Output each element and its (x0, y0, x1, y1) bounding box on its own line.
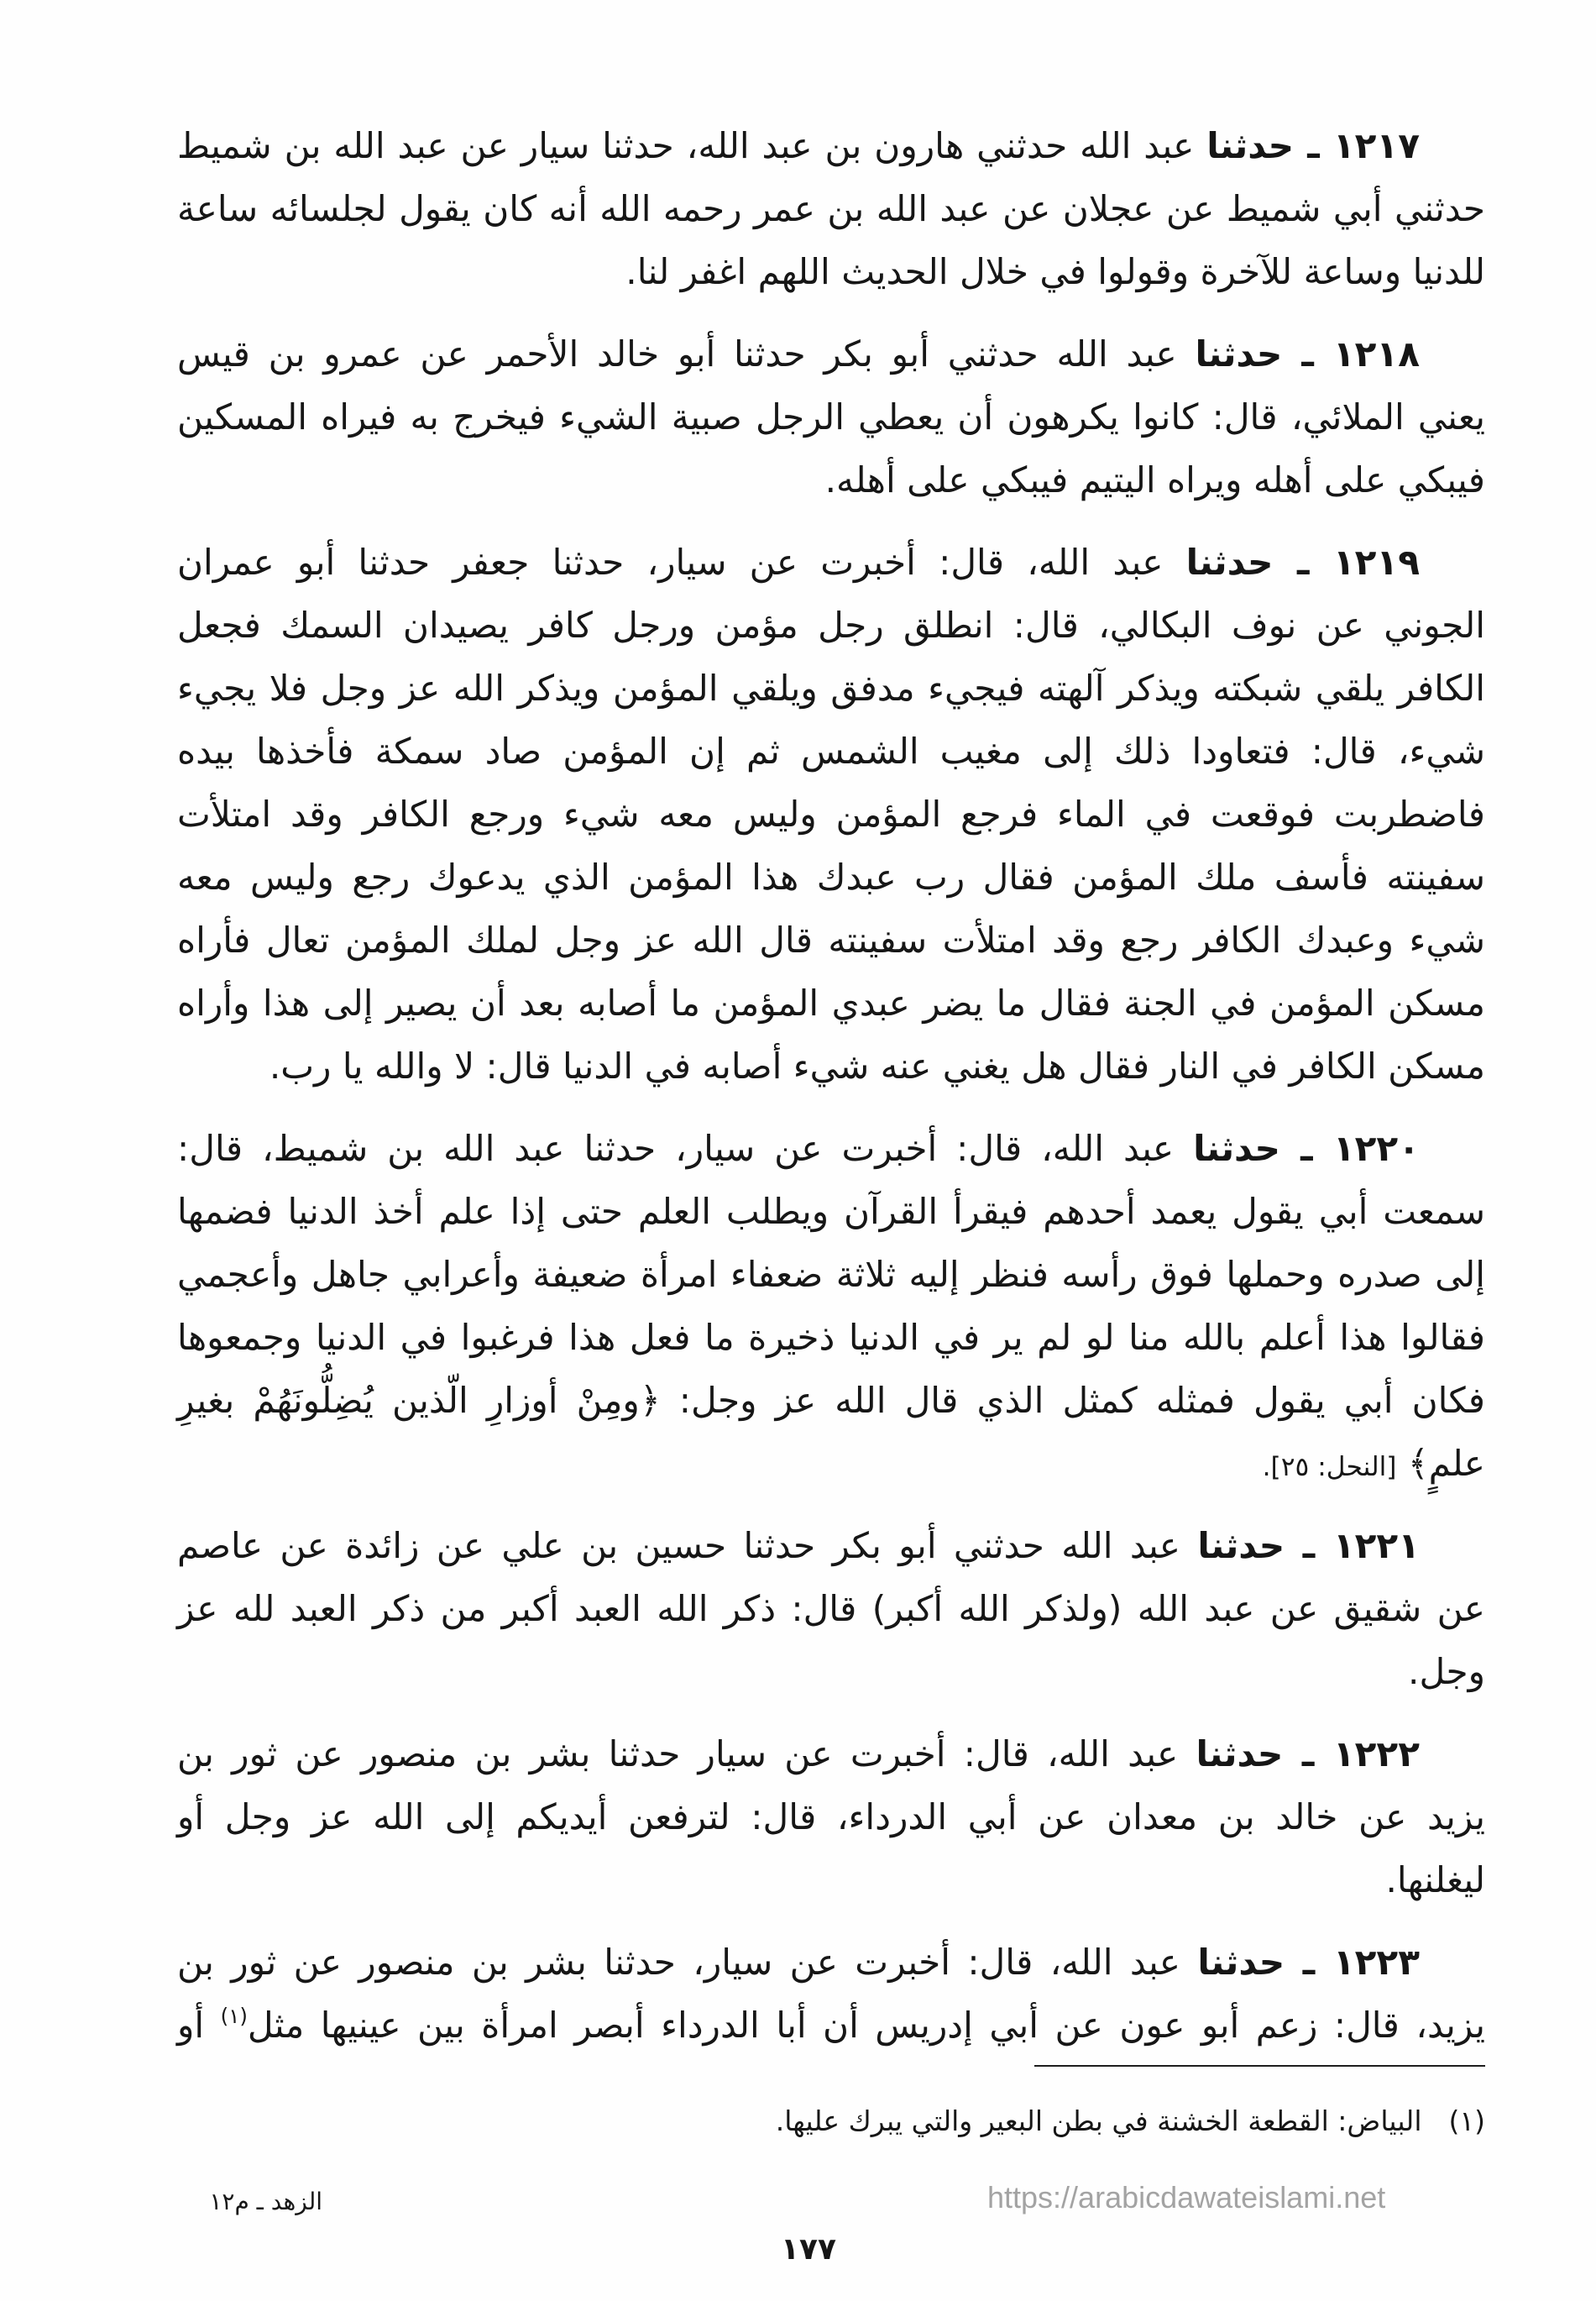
text-line (177, 1035, 1485, 1098)
hadith-paragraph (177, 1931, 1485, 2057)
line-content: عبد الله، قال: أخبرت عن سيار، حدثنا بشر بن منصور عن ثور بن (177, 1942, 1180, 1983)
line-content: عبد الله حدثني أبو بكر حدثنا أبو خالد الأحمر عن عمرو بن قيس (177, 333, 1177, 375)
line-text: شيء، قال: فتعاودا ذلك إلى مغيب الشمس ثم إن المؤمن صاد سمكة فأخذها بيده (177, 731, 1485, 772)
line-text: الجوني عن نوف البكالي، قال: انطلق رجل مؤمن ورجل كافر يصيدان السمك فجعل (177, 605, 1485, 646)
line-text (1263, 1432, 1485, 1499)
line-content: فكان أبي يقول فمثله كمثل الذي قال الله عز وجل: (678, 1380, 1485, 1421)
line-content: عبد الله، قال: أخبرت عن سيار، حدثنا عبد الله بن شميط، قال: (177, 1128, 1175, 1169)
text-line (177, 177, 1485, 240)
line-content: يزيد، قال: زعم أبو عون عن أبي إدريس أن أبا الدرداء أبصر امرأة بين عينيها مثل (247, 2005, 1485, 2046)
line-text (177, 1117, 1420, 1180)
line-text (177, 1994, 1485, 2057)
line-content: أو (176, 2005, 205, 2046)
text-line (177, 1577, 1485, 1640)
line-text: فيبكي على أهله ويراه اليتيم فيبكي على أهله. (824, 459, 1485, 501)
line-text (177, 322, 1420, 385)
line-text: للدنيا وساعة للآخرة وقولوا في خلال الحديث اللهم اغفر لنا. (625, 251, 1485, 292)
text-line (177, 1243, 1485, 1306)
text-line (177, 909, 1485, 972)
line-text (177, 1514, 1420, 1577)
text-line (177, 240, 1485, 303)
hadith-paragraph (177, 114, 1485, 303)
text-column (177, 114, 1485, 2057)
line-text (177, 114, 1420, 177)
line-text (177, 1722, 1420, 1785)
line-text: فاضطربت فوقعت في الماء فرجع المؤمن وليس معه شيء ورجع الكافر وقد امتلأت (177, 794, 1485, 835)
text-line (177, 1722, 1485, 1785)
line-content: عبد الله حدثني أبو بكر حدثنا حسين بن علي عن زائدة عن عاصم (177, 1525, 1180, 1566)
hadith-number-heading: ١٢١٨ ـ حدثنا (1195, 333, 1420, 375)
hadith-number-heading: ١٢٢١ ـ حدثنا (1197, 1525, 1420, 1566)
text-line (177, 1432, 1485, 1495)
line-text (177, 1369, 1485, 1432)
hadith-number-heading: ١٢١٧ ـ حدثنا (1206, 125, 1420, 166)
verse-citation: [النحل: ٢٥]. (1262, 1452, 1397, 1482)
line-text: مسكن المؤمن في الجنة فقال ما يضر عبدي المؤمن ما أصابه بعد أن يصير إلى هذا وأراه (177, 983, 1485, 1024)
text-line (177, 448, 1485, 511)
line-text: حدثني أبي شميط عن عجلان عن عبد الله بن عمر رحمه الله أنه كان يقول لجلسائه ساعة (177, 188, 1485, 229)
quran-verse-end: علمٍ﴾ (1407, 1443, 1485, 1484)
text-line (177, 322, 1485, 385)
hadith-number-heading: ١٢٢٢ ـ حدثنا (1196, 1733, 1420, 1774)
line-text: يزيد عن خالد بن معدان عن أبي الدرداء، قال: لترفعن أيديكم إلى الله عز وجل أو (177, 1796, 1485, 1837)
line-text: سمعت أبي يقول يعمد أحدهم فيقرأ القرآن ويطلب العلم حتى إذا علم أخذ الدنيا فضمها (177, 1191, 1485, 1232)
text-line (177, 1180, 1485, 1243)
watermark-url: https://arabicdawateislami.net (987, 2180, 1386, 2215)
hadith-number-heading: ١٢١٩ ـ حدثنا (1185, 542, 1420, 583)
line-text: ليغلنها. (1385, 1859, 1485, 1900)
footnote-marker: (١) (1448, 2104, 1485, 2137)
line-text: مسكن الكافر في النار فقال هل يغني عنه شيء أصابه في الدنيا قال: لا والله يا رب. (269, 1046, 1485, 1087)
line-text (177, 531, 1420, 594)
line-text: إلى صدره وحملها فوق رأسه فنظر إليه ثلاثة ضعفاء امرأة ضعيفة وأعرابي جاهل وأعجمي (177, 1254, 1485, 1295)
footnote (310, 2101, 1485, 2141)
footnote-separator (1034, 2065, 1485, 2067)
line-content: عبد الله، قال: أخبرت عن سيار حدثنا بشر بن منصور عن ثور بن (177, 1733, 1179, 1774)
text-line (177, 720, 1485, 783)
text-line (177, 1369, 1485, 1432)
hadith-number-heading: ١٢٢٣ ـ حدثنا (1197, 1942, 1420, 1983)
text-line (177, 1306, 1485, 1369)
text-line (177, 846, 1485, 909)
line-content: عبد الله حدثني هارون بن عبد الله، حدثنا سيار عن عبد الله بن شميط (177, 125, 1195, 166)
text-line (177, 1994, 1485, 2057)
text-line (177, 972, 1485, 1035)
line-text: وجل. (1408, 1651, 1485, 1692)
line-text: عن شقيق عن عبد الله (ولذكر الله أكبر) قال: ذكر الله العبد أكبر من ذكر العبد لله عز (177, 1588, 1485, 1629)
line-text: الكافر يلقي شبكته ويذكر آلهته فيجيء مدفق ويلقي المؤمن ويذكر الله عز وجل فلا يجيء (177, 668, 1485, 709)
text-line (177, 531, 1485, 594)
line-text: يعني الملائي، قال: كانوا يكرهون أن يعطي الرجل صبية الشيء فيخرج به فيراه المسكين (177, 396, 1485, 438)
hadith-paragraph (177, 531, 1485, 1098)
hadith-paragraph (177, 1722, 1485, 1911)
hadith-paragraph (177, 1514, 1485, 1703)
line-text: فقالوا هذا أعلم بالله منا لو لم ير في الدنيا ذخيرة ما فعل هذا فرغبوا في الدنيا وجمعوها (177, 1317, 1485, 1358)
text-line (177, 385, 1485, 448)
footnote-reference: (١) (220, 2003, 248, 2028)
text-line (177, 594, 1485, 657)
line-content: عبد الله، قال: أخبرت عن سيار، حدثنا جعفر حدثنا أبو عمران (177, 542, 1164, 583)
hadith-paragraph (177, 1117, 1485, 1495)
text-line (177, 783, 1485, 846)
text-line (177, 1117, 1485, 1180)
page-number: ١٧٧ (781, 2232, 836, 2267)
text-line (177, 1514, 1485, 1577)
text-line (177, 1640, 1485, 1703)
text-line (177, 1848, 1485, 1911)
line-text: سفينته فأسف ملك المؤمن فقال رب عبدك هذا المؤمن الذي يدعوك رجع وليس معه (177, 857, 1485, 898)
volume-signature: الزهد ـ م١٢ (209, 2188, 322, 2215)
text-line (177, 114, 1485, 177)
footnote-text: البياض: القطعة الخشنة في بطن البعير والتي يبرك عليها. (775, 2104, 1422, 2137)
quran-verse-start: ﴿ومِنْ أوزارِ الّذين يُضِلُّونَهُمْ بغيرِ (177, 1380, 661, 1421)
text-line (177, 1785, 1485, 1848)
text-line (177, 657, 1485, 720)
line-text: شيء وعبدك الكافر رجع وقد امتلأت سفينته قال الله عز وجل لملك المؤمن تعال فأراه (177, 920, 1485, 961)
text-line (177, 1931, 1485, 1994)
hadith-paragraph (177, 322, 1485, 511)
hadith-number-heading: ١٢٢٠ ـ حدثنا (1193, 1128, 1420, 1169)
line-text (177, 1931, 1420, 1994)
